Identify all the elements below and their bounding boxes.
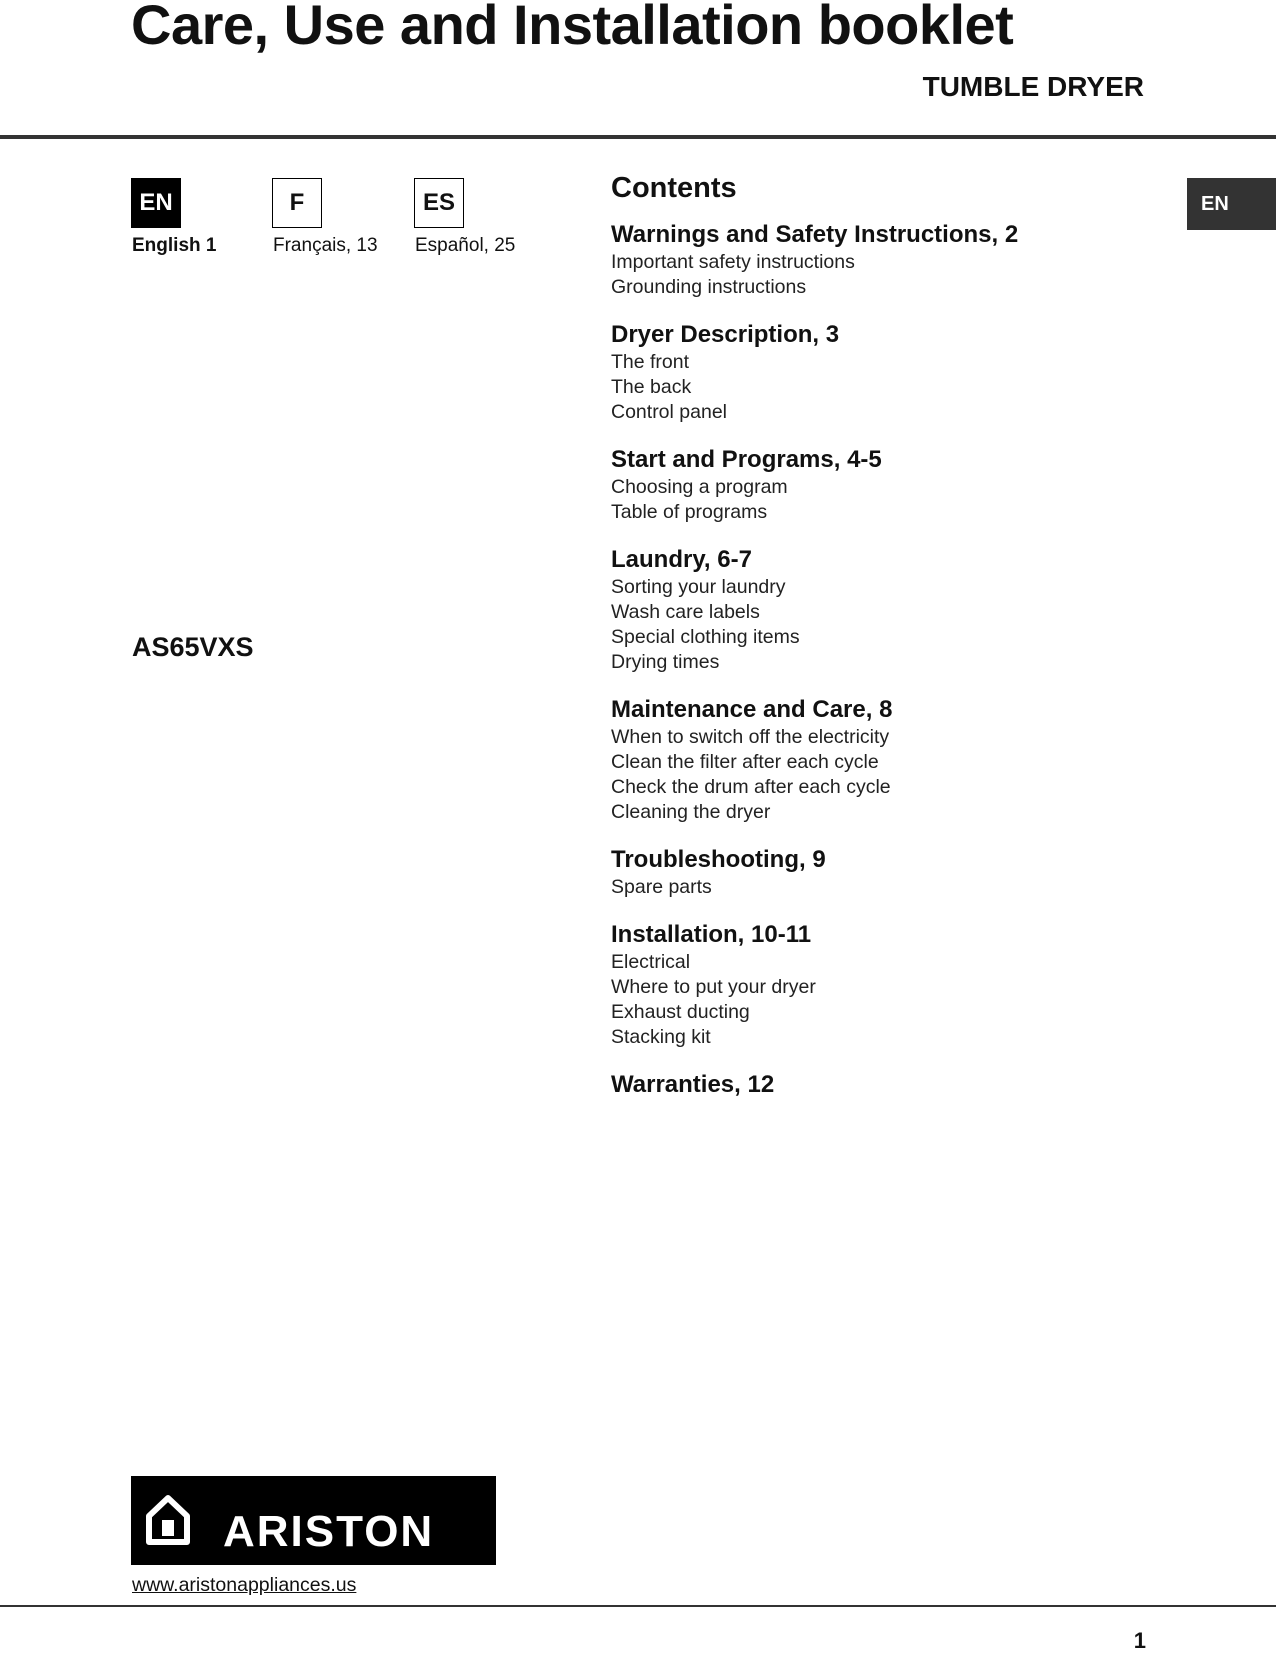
toc-section (611, 920, 1131, 1050)
toc-section (611, 545, 1131, 675)
toc-item: Table of programs (611, 501, 768, 523)
contents-title: Contents (611, 172, 737, 204)
toc-section (611, 320, 1131, 425)
toc-item: Sorting your laundry (611, 576, 786, 598)
product-type: TUMBLE DRYER (922, 71, 1144, 102)
toc-item: Clean the filter after each cycle (611, 751, 879, 773)
toc-item: Wash care labels (611, 601, 760, 623)
page-number: 1 (1133, 1628, 1146, 1653)
toc-heading[interactable]: Warnings and Safety Instructions, 2 (611, 221, 1019, 248)
header-divider (0, 135, 1276, 139)
page-title: Care, Use and Installation booklet (131, 0, 1014, 56)
toc-heading[interactable]: Warranties, 12 (611, 1071, 775, 1098)
ariston-logo (131, 1476, 496, 1565)
toc-heading[interactable]: Maintenance and Care, 8 (611, 696, 893, 723)
toc-item: Important safety instructions (611, 251, 855, 273)
logo-wordmark: ARISTON (223, 1507, 435, 1556)
footer-divider (0, 1605, 1276, 1607)
toc-item: Spare parts (611, 876, 712, 898)
toc-item: Cleaning the dryer (611, 801, 771, 823)
toc-item: Electrical (611, 951, 691, 973)
toc-item: Drying times (611, 651, 720, 673)
toc-item: The front (611, 351, 690, 373)
language-tab-es[interactable]: ES (414, 178, 464, 228)
language-label-fr[interactable]: Français, 13 (273, 235, 378, 256)
toc-heading[interactable]: Dryer Description, 3 (611, 321, 840, 348)
toc-item: The back (611, 376, 692, 398)
toc-heading[interactable]: Laundry, 6-7 (611, 546, 752, 573)
toc-section (611, 845, 1131, 900)
toc-section (611, 1070, 1131, 1100)
model-number: AS65VXS (132, 632, 254, 662)
toc-item: Control panel (611, 401, 727, 423)
language-label-es[interactable]: Español, 25 (415, 235, 516, 256)
toc-item: When to switch off the electricity (611, 726, 890, 748)
toc-item: Grounding instructions (611, 276, 807, 298)
toc-item: Check the drum after each cycle (611, 776, 891, 798)
website-link[interactable]: www.aristonappliances.us (132, 1574, 357, 1596)
language-label-en[interactable]: English 1 (132, 235, 217, 256)
house-icon (131, 1476, 496, 1565)
toc-heading[interactable]: Start and Programs, 4-5 (611, 446, 882, 473)
toc-item: Choosing a program (611, 476, 788, 498)
toc-item: Special clothing items (611, 626, 800, 648)
toc-section (611, 220, 1131, 300)
toc-section (611, 445, 1131, 525)
toc-item: Stacking kit (611, 1026, 711, 1048)
toc-heading[interactable]: Installation, 10-11 (611, 921, 812, 948)
language-tab-fr[interactable]: F (272, 178, 322, 228)
toc-section (611, 695, 1131, 825)
language-side-tab: EN (1187, 178, 1276, 230)
toc-item: Where to put your dryer (611, 976, 816, 998)
toc-heading[interactable]: Troubleshooting, 9 (611, 846, 826, 873)
table-of-contents (611, 170, 1131, 1120)
toc-item: Exhaust ducting (611, 1001, 750, 1023)
language-tab-en[interactable]: EN (131, 178, 181, 228)
